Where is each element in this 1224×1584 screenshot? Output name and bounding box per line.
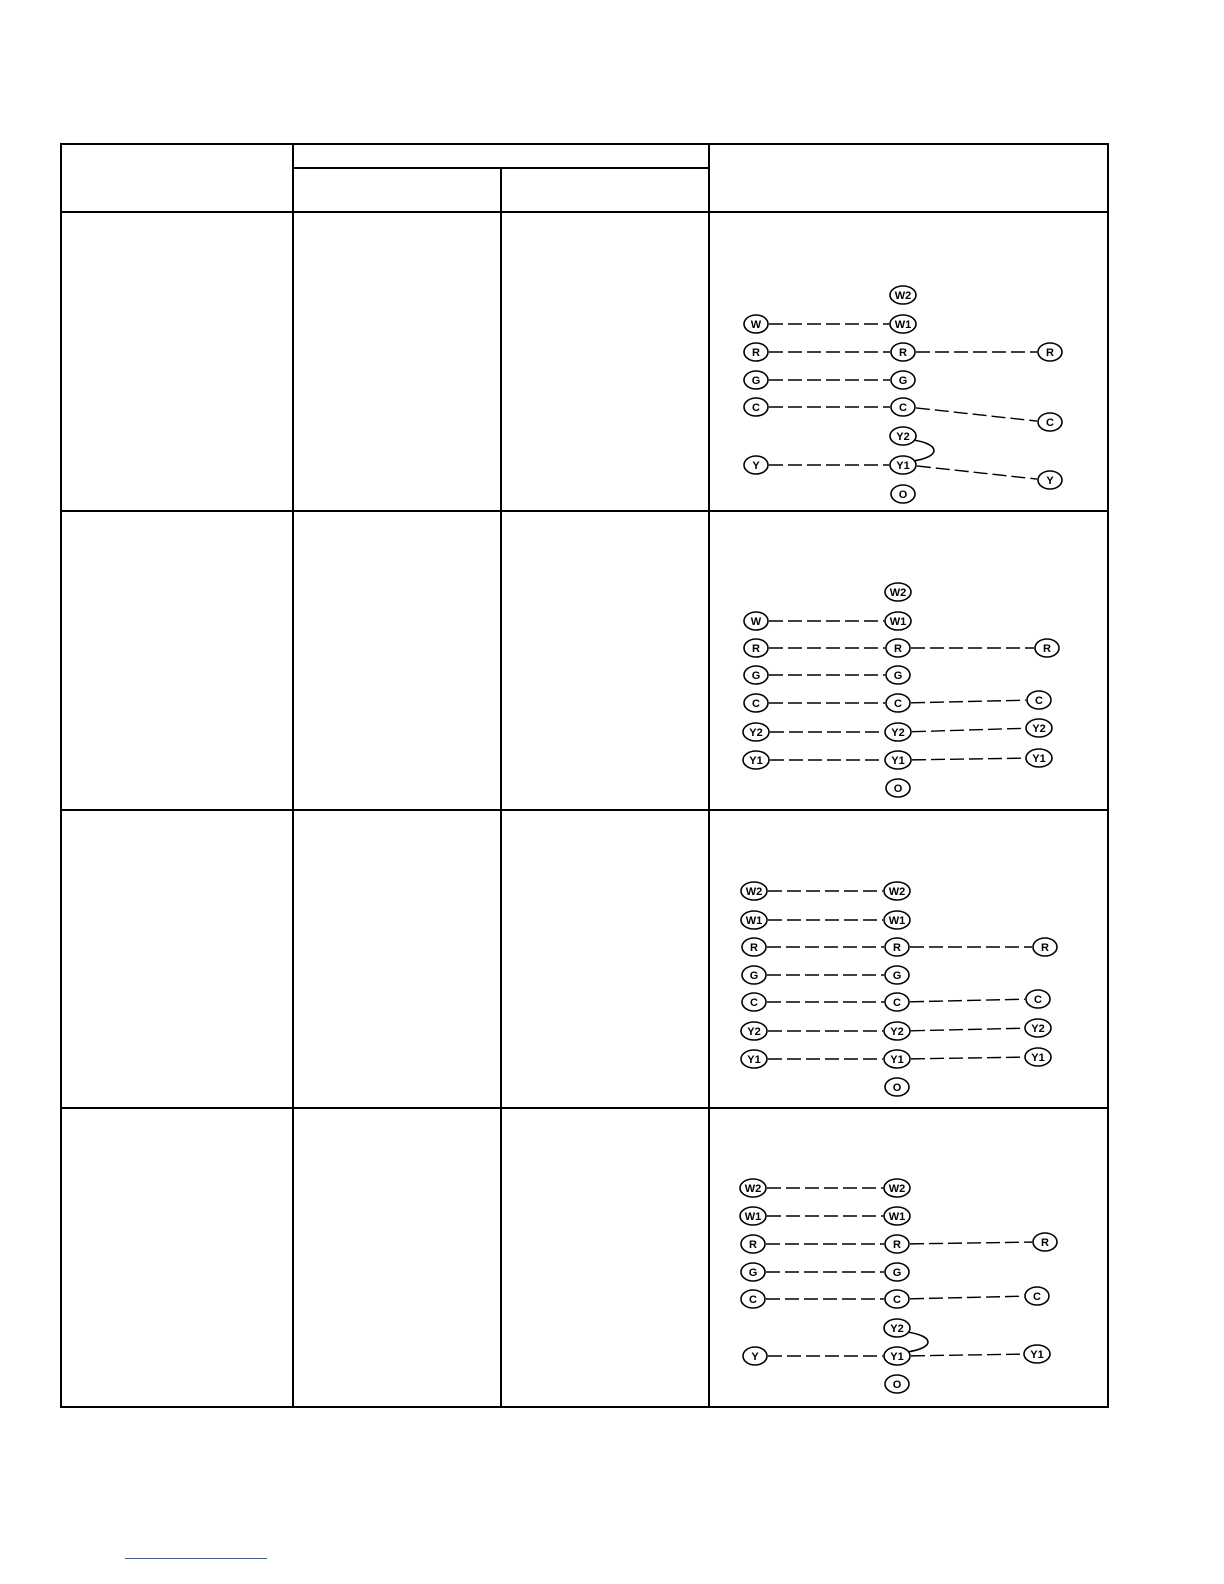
wire-connection [910,1296,1024,1299]
terminal-label: W2 [894,290,912,303]
table-row [61,212,1108,511]
terminal-label: R [893,941,901,954]
terminal-node [885,1235,909,1253]
terminal-label: O [892,1379,902,1392]
terminal-label: G [749,969,759,982]
terminal-label: W2 [744,1183,762,1196]
terminal-label: R [752,347,760,360]
terminal-label: W1 [894,319,912,332]
row-cell-1 [61,810,293,1109]
terminal-node [744,612,768,630]
terminal-label: W [750,319,762,332]
wire-connection [911,1057,1024,1059]
terminal-node [741,1263,765,1281]
terminal-label: Y [751,1351,759,1364]
terminal-label: Y2 [749,727,763,739]
row-cell-3 [501,212,709,511]
terminal-node [1033,938,1057,956]
terminal-node [884,1050,910,1068]
terminal-node [884,911,910,929]
table-row [61,511,1108,810]
terminal-node [885,1290,909,1308]
terminal-node [1024,1345,1050,1363]
terminal-label: C [894,698,902,710]
terminal-node [741,1050,767,1068]
terminal-label: W1 [888,1211,906,1224]
footer-link-underline [125,1558,267,1559]
terminal-label: R [899,347,907,360]
header-sub2 [501,168,709,212]
terminal-node [741,882,767,900]
terminal-label: C [1033,1291,1041,1304]
terminal-node [884,1207,910,1225]
terminal-node [741,1290,765,1308]
terminal-node [885,938,909,956]
wire-connection [911,1028,1024,1031]
terminal-node [1025,1019,1051,1037]
wire-connection [916,408,1037,421]
terminal-node [886,666,910,684]
terminal-label: Y1 [890,1351,904,1364]
terminal-label: Y1 [891,755,905,767]
jumper-wire [913,440,934,461]
wiring-diagram-4 [710,1109,1105,1404]
terminal-node [891,371,915,389]
terminal-label: C [893,1294,901,1307]
terminal-label: W2 [888,1183,906,1196]
terminal-label: G [893,670,903,682]
row-cell-2 [293,511,501,810]
terminal-label: C [752,402,760,415]
terminal-label: G [898,375,908,388]
terminal-node [885,723,911,741]
terminal-label: R [750,941,758,954]
terminal-label: W1 [745,914,763,927]
terminal-node [744,639,768,657]
terminal-node [886,639,910,657]
terminal-node [1035,639,1059,657]
terminal-node [740,1179,766,1197]
terminal-label: Y1 [1031,1051,1045,1064]
terminal-label: R [1043,643,1051,655]
terminal-label: G [751,670,761,682]
wire-connection [910,1242,1032,1244]
terminal-label: Y [1046,475,1054,488]
row-diagram-cell [709,810,1108,1109]
terminal-label: Y1 [749,755,763,767]
terminal-label: Y1 [1030,1349,1044,1362]
terminal-node [884,1319,910,1337]
row-cell-2 [293,1108,501,1407]
terminal-label: G [751,375,761,388]
terminal-label: Y [752,460,760,473]
terminal-node [742,938,766,956]
terminal-node [744,666,768,684]
terminal-node [741,1235,765,1253]
terminal-label: R [752,643,760,655]
terminal-node [890,456,916,474]
terminal-label: C [893,996,901,1009]
terminal-node [884,1347,910,1365]
terminal-label: C [749,1294,757,1307]
terminal-node [741,1022,767,1040]
terminal-label: Y1 [896,460,910,473]
terminal-label: Y2 [890,1025,904,1038]
wire-connection [917,466,1037,479]
terminal-label: W2 [745,885,763,898]
row-cell-3 [501,1108,709,1407]
terminal-node [884,882,910,900]
terminal-node [1026,990,1050,1008]
wiring-diagram-1 [710,213,1105,508]
terminal-label: W [750,616,762,628]
wiring-diagram-2 [710,512,1105,807]
terminal-label: R [1046,347,1054,360]
terminal-label: R [749,1239,757,1252]
terminal-node [1038,471,1062,489]
terminal-label: R [1041,1237,1049,1250]
header-group [293,144,709,168]
row-cell-1 [61,212,293,511]
row-diagram-cell [709,212,1108,511]
terminal-label: C [1034,993,1042,1006]
terminal-node [885,1263,909,1281]
terminal-node [885,966,909,984]
terminal-node [742,993,766,1011]
terminal-node [744,371,768,389]
terminal-node [891,485,915,503]
terminal-label: Y1 [890,1053,904,1066]
terminal-label: Y1 [747,1053,761,1066]
terminal-label: Y2 [747,1025,761,1038]
terminal-node [1033,1233,1057,1251]
row-cell-2 [293,810,501,1109]
terminal-label: R [894,643,902,655]
terminal-node [891,398,915,416]
wire-connection [910,999,1025,1002]
jumper-wire [907,1332,928,1352]
row-cell-2 [293,212,501,511]
row-diagram-cell [709,511,1108,810]
terminal-label: G [892,969,902,982]
row-cell-3 [501,810,709,1109]
header-col1 [61,144,293,212]
terminal-label: R [893,1239,901,1252]
terminal-label: W1 [744,1211,762,1224]
terminal-node [890,427,916,445]
terminal-label: W2 [889,587,907,599]
header-row [61,144,1108,168]
terminal-node [744,694,768,712]
terminal-node [743,723,769,741]
table-row [61,810,1108,1109]
terminal-node [885,751,911,769]
terminal-node [884,1179,910,1197]
row-diagram-cell [709,1108,1108,1407]
terminal-label: C [752,698,760,710]
terminal-node [744,315,768,333]
wire-connection [912,758,1025,760]
terminal-node [744,343,768,361]
terminal-node [744,398,768,416]
terminal-label: C [899,402,907,415]
terminal-node [891,343,915,361]
terminal-label: Y2 [1032,723,1046,735]
terminal-label: O [893,783,903,795]
terminal-node [890,286,916,304]
terminal-label: Y2 [891,727,905,739]
terminal-node [744,456,768,474]
terminal-label: R [1041,941,1049,954]
wire-connection [911,1354,1023,1356]
terminal-label: G [748,1267,758,1280]
terminal-node [743,1347,767,1365]
terminal-label: O [898,489,908,502]
terminal-label: G [892,1267,902,1280]
row-cell-3 [501,511,709,810]
wiring-diagram-3 [710,811,1105,1106]
terminal-node [890,315,916,333]
table-row [61,1108,1108,1407]
terminal-label: C [1046,417,1054,430]
terminal-node [1026,719,1052,737]
header-sub1 [293,168,501,212]
terminal-node [886,694,910,712]
terminal-label: W1 [888,914,906,927]
row-cell-1 [61,1108,293,1407]
terminal-node [885,612,911,630]
terminal-node [1038,343,1062,361]
terminal-label: Y2 [890,1323,904,1336]
terminal-label: C [750,996,758,1009]
terminal-label: W1 [889,616,907,628]
terminal-node [742,966,766,984]
terminal-node [886,779,910,797]
terminal-label: W2 [888,885,906,898]
terminal-node [885,1078,909,1096]
terminal-node [885,1375,909,1393]
terminal-node [1027,691,1051,709]
terminal-node [885,583,911,601]
header-col4 [709,144,1108,212]
terminal-node [743,751,769,769]
terminal-label: O [892,1081,902,1094]
terminal-label: Y1 [1032,753,1046,765]
row-cell-1 [61,511,293,810]
terminal-node [1038,413,1062,431]
terminal-node [1025,1048,1051,1066]
terminal-label: Y2 [896,431,910,444]
terminal-node [740,1207,766,1225]
terminal-label: Y2 [1031,1022,1045,1035]
wiring-table [60,143,1109,1408]
terminal-node [884,1022,910,1040]
terminal-node [1026,749,1052,767]
terminal-node [885,993,909,1011]
terminal-node [741,911,767,929]
terminal-label: C [1035,695,1043,707]
wire-connection [911,700,1026,703]
wire-connection [912,728,1025,731]
terminal-node [1025,1287,1049,1305]
